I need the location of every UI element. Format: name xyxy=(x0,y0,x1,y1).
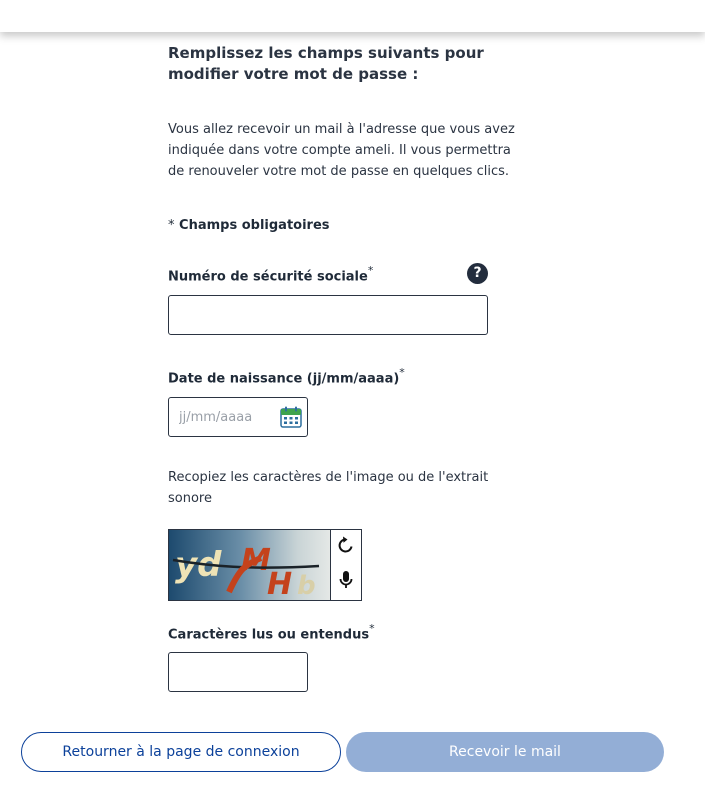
nir-label xyxy=(168,265,373,284)
required-star: * xyxy=(168,218,175,233)
nir-input[interactable] xyxy=(168,295,488,335)
question-circle-icon[interactable]: ? xyxy=(467,263,488,284)
captcha-answer-input[interactable] xyxy=(168,652,308,692)
birthdate-field xyxy=(168,397,308,437)
captcha-widget xyxy=(168,529,362,601)
svg-text:M: M xyxy=(241,543,271,578)
svg-text:H: H xyxy=(267,567,293,600)
top-bar xyxy=(0,0,705,32)
intro-text: Vous allez recevoir un mail à l'adresse que vous avez indiquée dans votre compte ameli. Il vous permettra de renouveler votre mot de passe en quelques clics. xyxy=(168,122,515,179)
captcha-answer-label xyxy=(168,623,375,642)
birthdate-label-text: Date de naissance (jj/mm/aaaa) xyxy=(168,371,400,387)
captcha-answer-label-text: Caractères lus ou entendus xyxy=(168,627,370,643)
birthdate-label xyxy=(168,367,405,386)
page-title: Remplissez les champs suivants pour modifier votre mot de passe : xyxy=(168,44,484,83)
captcha-answer-required-star: * xyxy=(369,622,375,635)
required-fields-note xyxy=(168,218,330,233)
nir-label-text: Numéro de sécurité sociale xyxy=(168,269,368,285)
captcha-tools xyxy=(330,530,361,600)
refresh-icon[interactable] xyxy=(335,534,357,556)
required-note-text: Champs obligatoires xyxy=(179,218,330,233)
microphone-icon[interactable] xyxy=(335,569,357,591)
birthdate-input[interactable] xyxy=(169,398,269,436)
svg-text:b: b xyxy=(297,571,316,600)
receive-mail-button[interactable]: Recevoir le mail xyxy=(346,732,664,772)
calendar-icon[interactable] xyxy=(280,406,302,428)
svg-text:yd: yd xyxy=(175,545,222,585)
captcha-instruction: Recopiez les caractères de l'image ou de l'extrait sonore xyxy=(168,470,489,506)
back-to-login-button[interactable]: Retourner à la page de connexion xyxy=(21,732,341,772)
birthdate-required-star: * xyxy=(399,366,405,379)
captcha-image xyxy=(169,530,330,600)
nir-required-star: * xyxy=(367,264,374,277)
